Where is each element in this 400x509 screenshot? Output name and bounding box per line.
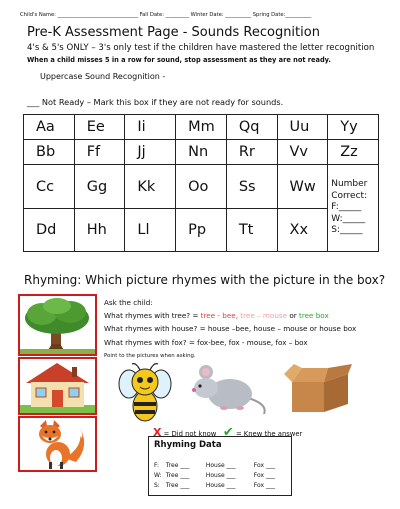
tree-mouse-answer: tree – mouse (240, 311, 288, 321)
number-correct-cell (328, 165, 379, 252)
rhyming-data-box (148, 436, 292, 496)
rhyming-title: Rhyming: Which picture rhymes with the picture in the box? (24, 273, 386, 287)
letter-cell: Ll (125, 208, 176, 251)
mouse-picture (188, 364, 272, 414)
number-correct-label: Number (331, 179, 368, 190)
letter-cell: Bb (24, 140, 75, 165)
letter-cell: Tt (226, 208, 277, 251)
rhyming-data-row (154, 482, 275, 489)
tree-score: Tree ___ (165, 472, 190, 479)
tree-box-answer: tree box (299, 311, 329, 321)
table-row (24, 208, 379, 251)
table-row (24, 165, 379, 208)
letter-cell: Aa (24, 115, 75, 140)
ask-instructions (104, 296, 356, 349)
fall-score: F:_____ (331, 202, 362, 213)
or-text: or (289, 311, 297, 321)
point-instruction: Point to the pictures when asking. (104, 353, 196, 359)
letter-cell: Pp (176, 208, 227, 251)
knew-answer-label: = Knew the answer (235, 430, 303, 438)
letter-cell: Mm (176, 115, 227, 140)
letter-cell: Ff (74, 140, 125, 165)
rhyming-data-row (154, 472, 275, 479)
fox-question: What rhymes with fox? = fox-bee, fox - mouse, fox – box (104, 337, 308, 347)
letter-cell: Ss (226, 165, 277, 208)
letter-cell: Kk (125, 165, 176, 208)
letter-cell: Rr (226, 140, 277, 165)
fox-score: Fox ___ (253, 482, 275, 489)
house-question: What rhymes with house? = house –bee, house – mouse or house box (104, 324, 357, 334)
fox-picture (18, 416, 97, 472)
table-row (24, 115, 379, 140)
age-note: 4's & 5's ONLY – 3's only test if the children have mastered the letter recognition (27, 43, 375, 53)
ask-intro: Ask the child: (104, 298, 153, 307)
rhyming-data-row (154, 462, 275, 469)
letter-cell: Zz (328, 140, 379, 165)
tree-picture (18, 294, 97, 356)
letter-cell: Cc (24, 165, 75, 208)
letter-cell: Nn (176, 140, 227, 165)
x-mark-icon: X (153, 426, 162, 439)
season-label: S: (154, 482, 160, 489)
not-ready-note: ___ Not Ready – Mark this box if they are not ready for sounds. (27, 97, 284, 107)
season-label: F: (154, 462, 160, 469)
fox-icon (20, 418, 95, 470)
bee-picture (116, 362, 174, 424)
page-title: Pre-K Assessment Page - Sounds Recognition (27, 25, 320, 40)
letter-cell: Dd (24, 208, 75, 251)
box-picture (284, 364, 356, 414)
letter-cell: Ii (125, 115, 176, 140)
stop-instruction: When a child misses 5 in a row for sound, stop assessment as they are not ready. (27, 56, 331, 64)
house-picture (18, 357, 97, 415)
spring-score: S:_____ (331, 225, 363, 236)
letter-cell: Uu (277, 115, 328, 140)
number-correct-label: Correct: (331, 190, 368, 201)
season-label: W: (154, 472, 162, 479)
letter-cell: Qq (226, 115, 277, 140)
tree-question-text: What rhymes with tree? = (104, 311, 199, 321)
tree-score: Tree ___ (165, 482, 190, 489)
tree-question (104, 309, 356, 322)
house-score: House ___ (205, 482, 236, 489)
checkmark-icon: ✔ (222, 425, 234, 440)
letter-cell: Ww (277, 165, 328, 208)
uppercase-label: Uppercase Sound Recognition - (40, 72, 166, 81)
house-score: House ___ (205, 472, 236, 479)
house-score: House ___ (205, 462, 236, 469)
fox-score: Fox ___ (253, 462, 275, 469)
house-icon (20, 359, 95, 413)
letter-cell: Hh (74, 208, 125, 251)
fox-score: Fox ___ (253, 472, 275, 479)
tree-score: Tree ___ (165, 462, 190, 469)
rhyming-data-title: Rhyming Data (154, 440, 222, 450)
letter-cell: Oo (176, 165, 227, 208)
did-not-know-label: = Did not know (163, 430, 217, 438)
letter-cell: Yy (328, 115, 379, 140)
table-row (24, 140, 379, 165)
winter-score: W:_____ (331, 213, 366, 224)
letter-cell: Ee (74, 115, 125, 140)
child-info-header: Child's Name: _______________________________ Fall Date: _________ Winter Date: __________ Spring Date:__________ (20, 12, 312, 18)
tree-bee-answer: tree - bee, (200, 311, 238, 321)
tree-icon (20, 296, 95, 354)
letter-cell: Vv (277, 140, 328, 165)
letter-cell: Gg (74, 165, 125, 208)
letter-sound-table (23, 114, 379, 252)
letter-cell: Xx (277, 208, 328, 251)
letter-cell: Jj (125, 140, 176, 165)
